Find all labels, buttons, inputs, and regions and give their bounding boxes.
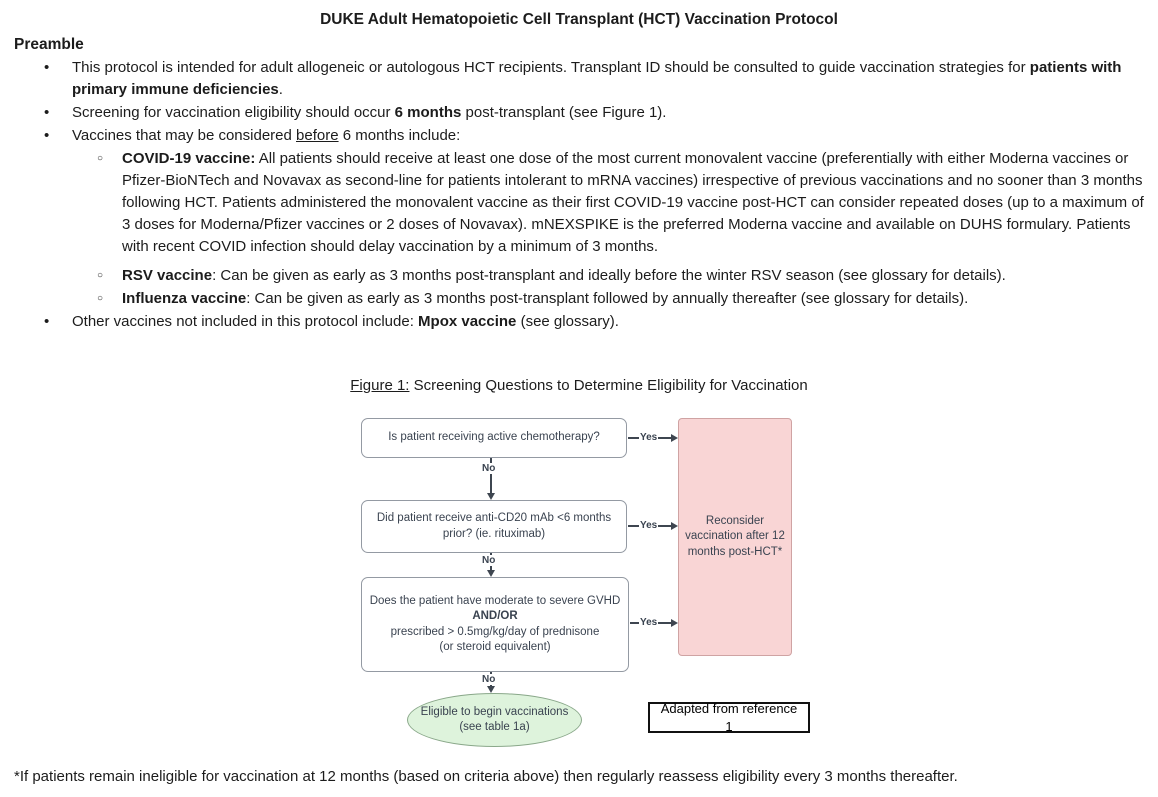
question-text: Is patient receiving active chemotherapy? [388,431,600,444]
no-label-1: No [482,463,496,474]
bullet-text: Screening for vaccination eligibility should occur [72,104,395,121]
yes-label-3: Yes [640,617,658,628]
bullet-text-bold: Mpox vaccine [418,313,517,330]
adapted-reference-text: Adapted from reference 1 [660,701,798,734]
preamble-heading: Preamble [14,36,84,53]
no-label-3: No [482,674,496,685]
bullet-other-vaccines [0,311,1158,333]
sub-bullet-text: : Can be given as early as 3 months post-transplant followed by annually thereafter (see glossary for details). [246,290,969,307]
arrowhead-down-icon [487,686,495,693]
sub-bullet-text: All patients should receive at least one dose of the most current monovalent vaccine (preferentially with either Moderna vaccines or Pfizer-BioNTech and Novavax as second-line for patients intolerant to mRNA vaccines) irrespective of previous vaccinations and no sooner than 3 months following HCT. Patients administered the monovalent vaccine as their first COVID-19 vaccine post-HCT can consider repeated doses (up to a maximum of 3 doses for Moderna/Pfizer vaccines or 2 doses of Novavax). mNEXSPIKE is the preferred Moderna vaccine and available on DUHS formulary. Patients with recent COVID infection should delay vaccination by a minimum of 3 months. [122,150,1144,255]
arrowhead-right-icon [671,619,678,627]
bullet-text: post-transplant (see Figure 1). [461,104,667,121]
sub-bullet-label: COVID-19 vaccine: [122,150,256,167]
figure-caption-label: Figure 1: [350,377,410,394]
outcome-ellipse-eligible [407,693,582,747]
sub-bullet-rsv-vaccine [0,265,1158,287]
arrowhead-down-icon [487,570,495,577]
figure-caption-text: Screening Questions to Determine Eligibility for Vaccination [409,377,808,394]
arrowhead-down-icon [487,493,495,500]
bullet-text-bold: 6 months [394,104,462,121]
arrowhead-right-icon [671,434,678,442]
sub-bullet-label: RSV vaccine [122,267,213,284]
bullet-early-vaccines [0,125,1158,147]
question-text: prescribed > 0.5mg/kg/day of prednisone [390,625,600,638]
question-text-andor: AND/OR [472,610,518,623]
bullet-text-underline: before [296,127,339,144]
bullet-text: Other vaccines not included in this protocol include: [72,313,419,330]
footnote: *If patients remain ineligible for vaccination at 12 months (based on criteria above) then regularly reassess eligibility every 3 months thereafter. [14,768,958,785]
outcome-text: months post-HCT* [687,545,783,558]
yes-label-2: Yes [640,520,658,531]
question-box-anti-cd20 [361,500,627,553]
bullet-text: (see glossary). [516,313,619,330]
document-title: DUKE Adult Hematopoietic Cell Transplant (HCT) Vaccination Protocol [320,11,838,28]
bullet-text: Vaccines that may be considered [72,127,297,144]
adapted-reference-box [648,702,810,733]
question-text: Did patient receive anti-CD20 mAb <6 months [376,512,612,525]
bullet-text: 6 months include: [338,127,461,144]
flowchart [0,410,1158,758]
outcome-text: vaccination after 12 [685,530,785,543]
bullet-protocol-scope [0,57,1158,101]
no-label-2: No [482,555,496,566]
sub-bullet-text: : Can be given as early as 3 months post-transplant and ideally before the winter RSV season (see glossary for details). [212,267,1006,284]
outcome-box-reconsider-vaccination [678,418,792,656]
question-box-chemotherapy [361,418,627,458]
bullet-screening-timing [0,102,1158,124]
bullet-text: This protocol is intended for adult allogeneic or autologous HCT recipients. Transplant ID should be consulted to guide vaccination strategies for [72,59,1030,76]
question-text: Does the patient have moderate to severe GVHD [369,595,621,608]
sub-bullet-covid-vaccine [0,148,1158,258]
bullet-text-bold: patients with primary immune deficiencies [72,59,1122,98]
question-text: (or steroid equivalent) [439,640,551,653]
figure-caption [0,376,1158,396]
outcome-text: Reconsider [705,515,765,528]
bullet-text: . [278,81,283,98]
question-box-gvhd-steroids [361,577,629,672]
sub-bullet-influenza-vaccine [0,288,1158,310]
question-text: prior? (ie. rituximab) [442,527,546,540]
outcome-text: Eligible to begin vaccinations [420,705,569,718]
arrowhead-right-icon [671,522,678,530]
outcome-text: (see table 1a) [459,721,530,733]
yes-label-1: Yes [640,432,658,443]
sub-bullet-label: Influenza vaccine [122,290,247,307]
